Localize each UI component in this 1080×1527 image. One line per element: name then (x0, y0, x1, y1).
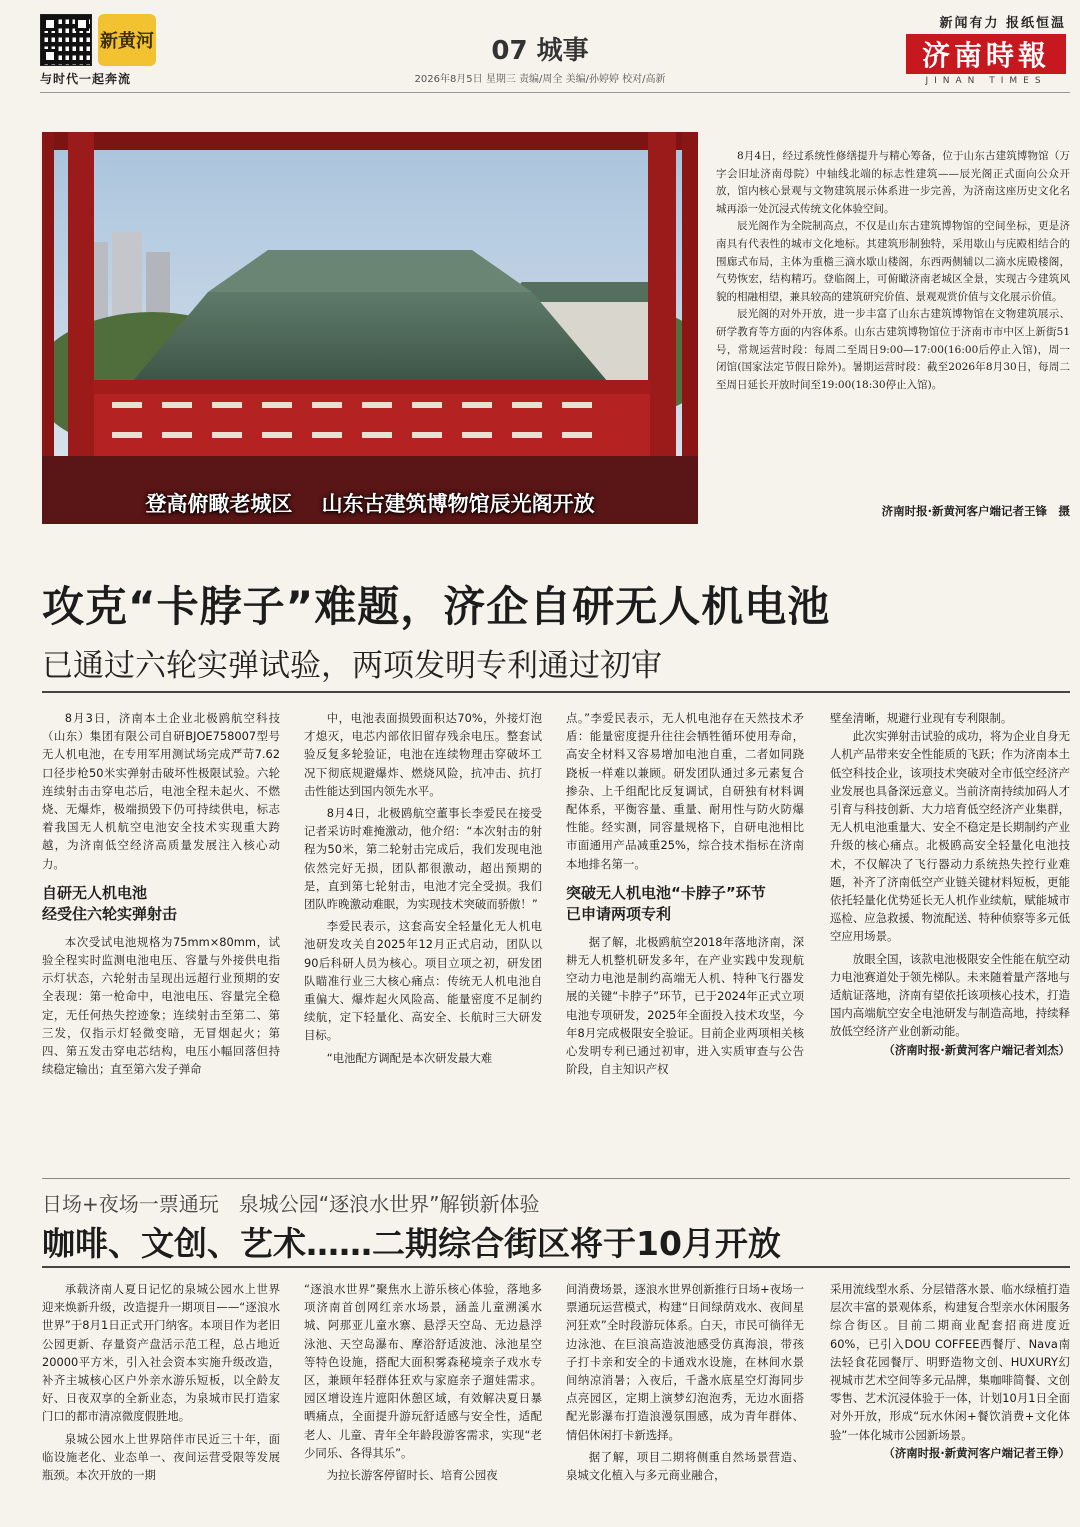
article1-column-2 (304, 709, 542, 1067)
article1-subhead: 已通过六轮实弹试验，两项发明专利通过初审 (42, 648, 662, 684)
article1-rule (42, 691, 1070, 693)
photo-story-paragraph: 辰光阁作为全院制高点，不仅是山东古建筑博物馆的空间坐标，更是济南具有代表性的城市文化地标。其建筑形制独特，采用歇山与庑殿相结合的围廊式布局，主体为重檐三滴水歇山楼阁，东西两侧辅以二滴水庑殿楼阁，气势恢宏，结构精巧。登临阁上，可俯瞰济南老城区全景，实现古今建筑风貌的相融相望，兼具较高的建筑研究价值、景观观赏价值与文化展示价值。 (716, 220, 1070, 303)
photo-story-text (716, 148, 1070, 394)
article1-credit: （济南时报·新黄河客户端记者刘杰） (883, 1042, 1070, 1057)
brand-text: 济南時報 (921, 39, 1050, 72)
article1-column-3 (566, 709, 804, 1078)
photo-story-paragraph: 8月4日，经过系统性修缮提升与精心筹备，位于山东古建筑博物馆（万字会旧址济南母院）中轴线北端的标志性建筑——辰光阁正式面向公众开放，馆内核心景观与文物建筑展示体系进一步完善，为济南这座历史文化名城再添一处沉浸式传统文化体验空间。 (716, 150, 1070, 215)
article2-rule (42, 1266, 1070, 1268)
paragraph: 8月3日，济南本土企业北极鸥航空科技（山东）集团有限公司自研BJOE758007型号无人机电池，在专用军用测试场完成严苛7.62口径步枪50米实弹射击破坏性极限试验。六轮连续射击击穿电芯后，电池全程未起火、不燃烧、无爆炸，极端损毁下仍可持续供电，标志着我国无人机航空电池安全技术实现重大跨越，为济南低空经济高质量发展注入核心动力。 (42, 711, 280, 871)
paragraph: 点。”李爱民表示，无人机电池存在天然技术矛盾：能量密度提升往往会牺牲循环使用寿命，高安全材料又容易增加电池自重，二者如同跷跷板一样难以兼顾。研发团队通过多元素复合掺杂、上千组配比反复调试，自研独有材料调配体系，平衡容量、重量、耐用性与防火防爆性能。经实测，同容量规格下，自研电池相比市面通用产品减重25%，综合技术指标在济南本地排名第一。 (566, 711, 804, 871)
pavilion-photo (42, 132, 698, 524)
paragraph: 本次受试电池规格为75mm×80mm，试验全程实时监测电池电压、容量与外接供电指示灯状态，六轮射击呈现出远超行业预期的安全表现：第一枪命中，电池电压、容量完全稳定，无任何热失控迹象；连续射击至第二、第三发，仅指示灯轻微变暗，无冒烟起火；第四、第五发击穿电芯结构，电压小幅回落但持续稳定输出；直至第六发子弹命 (42, 934, 280, 1077)
paragraph: 此次实弹射击试验的成功，将为企业自身无人机产品带来安全性能质的飞跃；作为济南本土低空科技企业，该项技术突破对全市低空经济产业发展也具备深远意义。当前济南持续加码人才引育与科技创新、大力培育低空经济产业集群，无人机电池重量大、安全不稳定是长期制约产业升级的核心痛点。北极鸥高安全轻量化电池技术，不仅解决了飞行器动力系统热失控行业难题，补齐了济南低空产业链关键材料短板，更能依托轻量化优势延长无人机作业续航，赋能城市巡检、应急救援、物流配送、特种侦察等多元低空应用场景。 (830, 729, 1070, 944)
article1-column-4 (830, 709, 1070, 1059)
article2-column-3 (566, 1280, 804, 1484)
article1-subheading-2: 突破无人机电池“卡脖子”环节 已申请两项专利 (566, 883, 766, 923)
article2-kicker: 日场+夜场一票通玩 泉城公园“逐浪水世界”解锁新体验 (42, 1192, 540, 1216)
paragraph: 中，电池表面损毁面积达70%，外接灯泡才熄灭，电芯内部依旧留存残余电压。整套试验反复多轮验证，电池在连续物理击穿破坏工况下彻底规避爆炸、燃烧风险，抗冲击、抗打击性能达到国内领先水平。 (304, 711, 542, 798)
paragraph: 泉城公园水上世界陪伴市民近三十年，面临设施老化、业态单一、夜间运营受限等发展瓶颈。本次开放的一期 (42, 1431, 280, 1483)
page-meta: 2026年8月5日 星期三 责编/周全 美编/孙婷婷 校对/高新 (414, 74, 666, 85)
paragraph: 放眼全国，该款电池极限安全性能在航空动力电池赛道处于领先梯队。未来随着量产落地与适航证落地，济南有望依托该项核心技术，打造国内高端航空安全电池研发与制造高地，持续释放低空经济产业创新动能。 (830, 951, 1070, 1039)
paragraph: “逐浪水世界”聚焦水上游乐核心体验，落地多项济南首创网红亲水场景，涵盖儿童溯溪水城、阿那亚儿童水寨、悬浮天空岛、无边悬浮泳池、天空岛瀑布、摩浴舒适波池、泳池星空等特色设施，搭配大面积雾森秘境亲子戏水专区，兼顾年轻群体狂欢与家庭亲子遛娃需求。园区增设连片遮阳休憩区域，有效解决夏日暴晒痛点，全面提升游玩舒适感与安全性，适配老人、儿童、青年全年龄段游客需求，实现“老少同乐、各得其乐”。 (304, 1282, 542, 1460)
article2-column-2 (304, 1280, 542, 1484)
article2-column-4 (830, 1280, 1070, 1462)
photo-caption: 登高俯瞰老城区 山东古建筑博物馆辰光阁开放 (145, 492, 595, 516)
paragraph: 为拉长游客停留时长、培育公园夜 (326, 1468, 498, 1483)
paragraph: “电池配方调配是本次研发最大难 (326, 1050, 493, 1065)
pavilion-illustration (42, 132, 698, 524)
paragraph: 据了解，北极鸥航空2018年落地济南，深耕无人机整机研发多年，在产业实践中发现航空动力电池是制约高端无人机、特种飞行器发展的关键“卡脖子”环节，已于2024年正式立项电池专项研发，2025年全面投入技术攻坚，今年8月完成极限安全验证。目前企业两项相关核心发明专利已通过初审，进入实质审查与公告阶段，自主知识产权 (566, 934, 804, 1077)
header-rule (40, 92, 1070, 93)
paragraph: 李爱民表示，这套高安全轻量化无人机电池研发攻关自2025年12月正式启动，团队以90后科研人员为核心。项目立项之初，研发团队瞄准行业三大核心痛点：传统无人机电池自重偏大、爆炸起火风险高、能量密度不足制约续航，定下轻量化、高安全、长航时三大研发目标。 (304, 919, 542, 1043)
photo-credit: 济南时报·新黄河客户端记者王锋 摄 (881, 504, 1070, 518)
article1-column-1 (42, 709, 280, 1078)
newspaper-brand-logo (906, 34, 1066, 74)
article2-credit: （济南时报·新黄河客户端记者王铮） (883, 1445, 1070, 1460)
article2-divider (42, 1178, 1070, 1179)
article1-headline: 攻克“卡脖子”难题，济企自研无人机电池 (42, 582, 831, 631)
page-title: 07 城事 (491, 36, 589, 66)
paragraph: 采用流线型水系、分层错落水景、临水绿植打造层次丰富的景观体系，构建复合型亲水休闲服务综合街区。目前二期商业配套招商进度近60%，已引入DOU COFFEE西餐厅、Nava南法轻食花园餐厅、明野造物文创、HUXURY幻视城市艺术空间等多元品牌，集咖啡简餐、文创零售、艺术沉浸体验于一体，计划10月1日全面对外开放，形成“玩水休闲+餐饮消费+文化体验”一体化城市公园新场景。 (830, 1282, 1070, 1442)
paragraph: 壁垒清晰，规避行业现有专利限制。 (830, 711, 1013, 725)
paragraph: 据了解，项目二期将侧重自然场景营造、泉城文化植入与多元商业融合， (566, 1449, 804, 1483)
paragraph: 间消费场景，逐浪水世界创新推行日场+夜场一票通玩运营模式，构建“日间绿荫戏水、夜间星河狂欢”全时段游玩体系。白天，市民可徜徉无边泳池、在巨浪高造波池感受仿真海浪，带孩子打卡亲和安全的卡通戏水设施，在林间水景间纳凉消暑；入夜后，千盏水底星空灯海同步点亮园区，定期上演梦幻泡泡秀，无边水面搭配光影瀑布打造浪漫氛围感，成为青年群体、情侣休闲打卡新选择。 (566, 1282, 804, 1442)
photo-story-paragraph: 辰光阁的对外开放，进一步丰富了山东古建筑博物馆在文物建筑展示、研学教育等方面的内容体系。山东古建筑博物馆位于济南市市中区上新街51号，常规运营时段：每周二至周日9:00—17:00(16:00后停止入馆)，周一闭馆(国家法定节假日除外)。暑期运营时段：截至2026年8月30日，每周二至周日延长开放时间至19:00(18:30停止入馆)。 (716, 308, 1070, 391)
logo-text: 新黄河 (100, 31, 154, 52)
paragraph: 8月4日，北极鸥航空董事长李爱民在接受记者采访时难掩激动，他介绍：“本次射击的射程为50米，第二轮射击完成后，我们发现电池依然完好无损，团队都很激动，超出预期的是，直到第七轮射击，电池才完全受损。我们团队昨晚激动难眠，为实现技术突破而骄傲！” (304, 806, 542, 912)
slogan: 与时代一起奔流 (40, 72, 132, 86)
paragraph: 承载济南人夏日记忆的泉城公园水上世界迎来焕新升级，改造提升一期项目——“逐浪水世界”于8月1日正式开门纳客。本项目作为老旧公园更新、存量资产盘活示范工程，总占地近20000平方米，引入社会资本实施升级改造，补齐主城核心区户外亲水游乐短板，以全龄友好、日夜双享的全新业态，为泉城市民打造家门口的都市清凉微度假胜地。 (42, 1282, 280, 1424)
article2-column-1 (42, 1280, 280, 1484)
brand-english: JINAN TIMES (925, 76, 1047, 86)
article2-headline: 咖啡、文创、艺术……二期综合街区将于10月开放 (42, 1224, 781, 1263)
article1-subheading-1: 自研无人机电池 经受住六轮实弹射击 (42, 883, 178, 923)
tagline: 新闻有力 报纸恒温 (939, 16, 1066, 31)
